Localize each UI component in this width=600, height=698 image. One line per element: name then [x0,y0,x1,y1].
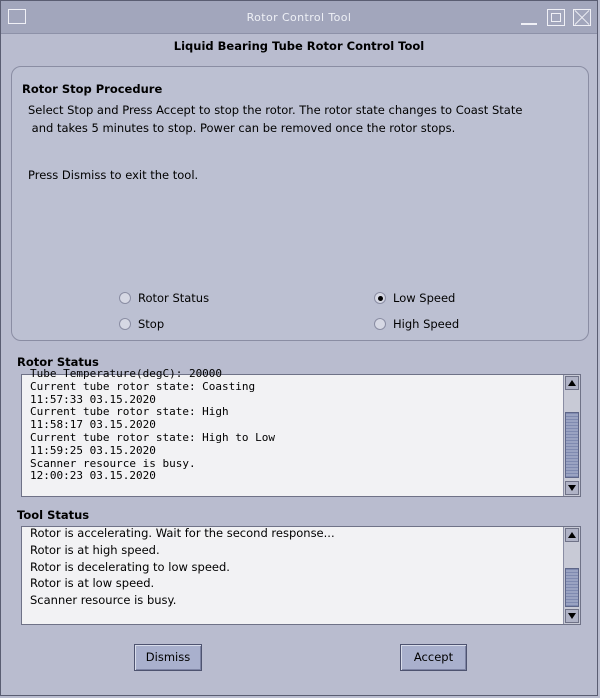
tool-status-scroll-thumb[interactable] [565,568,579,607]
radio-stop-label: Stop [138,317,165,331]
log-line: Scanner resource is busy. [30,456,196,470]
log-line: Rotor is at high speed. [30,542,160,557]
rotor-status-log[interactable] [21,367,581,497]
procedure-line-2: and takes 5 minutes to stop. Power can be removed once the rotor stops. [28,121,456,135]
close-icon[interactable] [573,9,591,26]
log-line: Current tube rotor state: High [30,405,229,419]
scroll-down-icon[interactable] [565,609,579,623]
procedure-panel [11,66,589,341]
tool-status-log[interactable] [21,526,581,625]
log-line: 11:59:25 03.15.2020 [30,443,156,457]
rotor-status-scroll-thumb[interactable] [565,412,579,478]
radio-high-speed-indicator[interactable] [374,318,386,330]
radio-rotor-status-label: Rotor Status [138,291,210,305]
log-line: Tube Temperature(degC): 20000 [30,367,223,380]
accept-button[interactable]: Accept [400,644,467,671]
radio-stop-indicator[interactable] [119,318,131,330]
log-line: Current tube rotor state: High to Low [30,430,276,444]
tool-status-log-content [30,525,560,609]
window-title: Rotor Control Tool [246,11,352,24]
procedure-dismiss-note: Press Dismiss to exit the tool. [28,168,199,182]
procedure-title: Rotor Stop Procedure [22,82,163,96]
rotor-status-scrollbar[interactable] [563,375,580,496]
scroll-down-icon[interactable] [565,481,579,495]
log-line: Rotor is accelerating. Wait for the second response... [30,526,335,540]
title-bar[interactable] [1,1,597,34]
radio-rotor-status-indicator[interactable] [119,292,131,304]
log-line: Current tube rotor state: Coasting [30,379,256,393]
radio-high-speed-label: High Speed [393,317,460,331]
tool-heading: Liquid Bearing Tube Rotor Control Tool [173,39,425,53]
radio-low-speed-label: Low Speed [393,291,456,305]
log-line: 11:57:33 03.15.2020 [30,392,156,406]
log-line: Rotor is decelerating to low speed. [30,559,230,574]
maximize-icon[interactable] [547,9,565,26]
minimize-icon[interactable] [520,9,538,26]
scroll-up-icon[interactable] [565,376,579,390]
rotor-status-log-content [30,368,560,483]
procedure-line-1: Select Stop and Press Accept to stop the rotor. The rotor state changes to Coast State [28,103,523,117]
procedure-instructions [28,101,522,137]
log-line: Rotor is at low speed. [30,576,155,591]
log-line: 12:00:23 03.15.2020 [30,469,156,483]
tool-status-label: Tool Status [17,508,90,522]
tool-status-scrollbar[interactable] [563,527,580,624]
rotor-status-label: Rotor Status [17,355,99,369]
log-line: 11:58:17 03.15.2020 [30,418,156,432]
log-line: Scanner resource is busy. [30,593,177,608]
scroll-up-icon[interactable] [565,528,579,542]
dismiss-button[interactable]: Dismiss [134,644,202,671]
radio-low-speed-indicator[interactable] [374,292,386,304]
